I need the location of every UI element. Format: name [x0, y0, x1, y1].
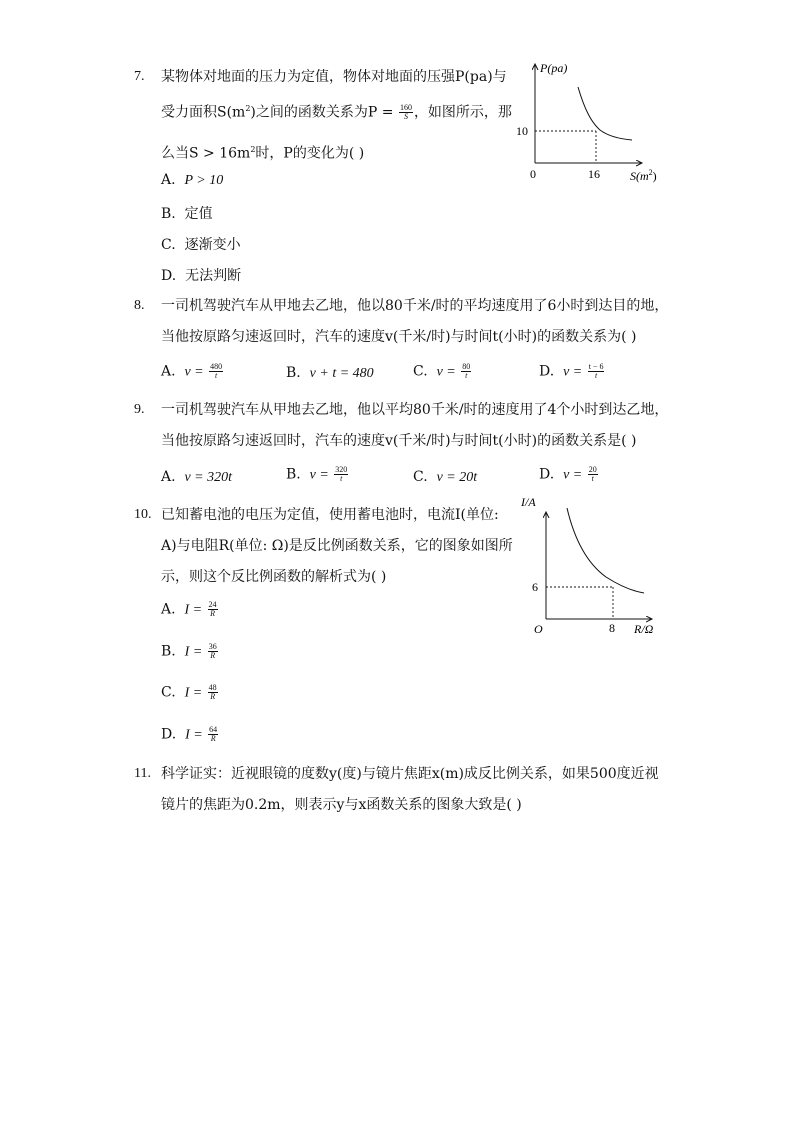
- q7-line2: 受力面积$S(m^2)$之间的函数关系为P = $\frac{160}{S}$ ，如图所示，那: [161, 103, 512, 122]
- q10-line1: 已知蓄电池的电压为定值，使用蓄电池时，电流I(单位:: [161, 507, 499, 523]
- q10-option-b[interactable]: B. I = $\frac{36}{R}$: [161, 642, 217, 660]
- q10-option-d[interactable]: D. I = $\frac{64}{R}$: [161, 725, 218, 743]
- q10-graph: [520, 494, 670, 642]
- q7-graph: [510, 56, 670, 188]
- q7-number: 7.: [134, 69, 145, 84]
- q10-y-axis-label: I/A: [521, 495, 536, 509]
- q10-x-tick: 8: [609, 621, 615, 635]
- q7-x-tick: 16: [588, 167, 600, 181]
- q10-option-c[interactable]: C. I = $\frac{48}{R}$: [161, 683, 217, 701]
- q7-y-tick: 10: [516, 124, 528, 138]
- q10-origin: O: [534, 622, 543, 636]
- q10-x-axis-label: R/Ω: [634, 622, 654, 636]
- q7-curve: [578, 87, 632, 140]
- q10-curve: [567, 508, 644, 593]
- q8-number: 8.: [134, 298, 145, 313]
- q9-option-c[interactable]: C. v = 20t: [413, 469, 478, 485]
- q8-option-c[interactable]: C. v = $\frac{80}{t}$: [413, 362, 471, 380]
- q10-line2: A)与电阻R(单位: Ω)是反比例函数关系，它的图象如图所: [161, 538, 513, 554]
- q10-option-a[interactable]: A. I = $\frac{24}{R}$: [161, 600, 217, 618]
- q9-option-a[interactable]: A. v = 320t: [161, 469, 233, 485]
- q7-formula: $\frac{160}{S}$: [399, 103, 412, 122]
- q8-line1: 一司机驾驶汽车从甲地去乙地，他以80千米/时的平均速度用了6小时到达目的地，: [161, 298, 669, 314]
- q9-number: 9.: [134, 402, 145, 417]
- q8-option-b[interactable]: B. v + t = 480: [286, 365, 374, 381]
- q7-line3: 么当$S > 16m^2$时，P的变化为( ): [161, 145, 365, 162]
- q9-option-d[interactable]: D. v = $\frac{20}{t}$: [539, 465, 597, 483]
- q8-option-d[interactable]: D. v = $\frac{t - 6}{t}$: [539, 362, 604, 380]
- q9-option-b[interactable]: B. v = $\frac{320}{t}$: [286, 465, 348, 483]
- q11-line2: 镜片的焦距为0.2m，则表示y与x函数关系的图象大致是( ): [161, 797, 522, 813]
- q8-option-a[interactable]: A. v = $\frac{480}{t}$: [161, 362, 223, 380]
- q7-option-a[interactable]: A. P > 10: [161, 172, 224, 188]
- q7-option-d[interactable]: D. 无法判断: [161, 268, 242, 284]
- q10-line3: 示，则这个反比例函数的解析式为( ): [161, 569, 387, 585]
- q7-x-axis-label: $S(m^2)$: [630, 168, 657, 183]
- q7-origin: 0: [530, 167, 536, 181]
- q8-line2: 当他按原路匀速返回时，汽车的速度v(千米/时)与时间t(小时)的函数关系为( ): [161, 329, 637, 345]
- q11-number: 11.: [134, 766, 151, 781]
- q10-number: 10.: [134, 507, 152, 522]
- q7-line1: 某物体对地面的压力为定值，物体对地面的压强P(pa)与: [161, 69, 507, 85]
- q7-option-b[interactable]: B. 定值: [161, 206, 213, 222]
- q10-y-tick: 6: [532, 580, 538, 594]
- q7-y-axis-label: P(pa): [540, 61, 568, 75]
- q9-line1: 一司机驾驶汽车从甲地去乙地，他以平均80千米/时的速度用了4个小时到达乙地，: [161, 402, 669, 418]
- q9-line2: 当他按原路匀速返回时，汽车的速度v(千米/时)与时间t(小时)的函数关系是( ): [161, 433, 637, 449]
- q7-option-c[interactable]: C. 逐渐变小: [161, 237, 241, 253]
- q11-line1: 科学证实：近视眼镜的度数y(度)与镜片焦距x(m)成反比例关系，如果500度近视: [161, 766, 659, 782]
